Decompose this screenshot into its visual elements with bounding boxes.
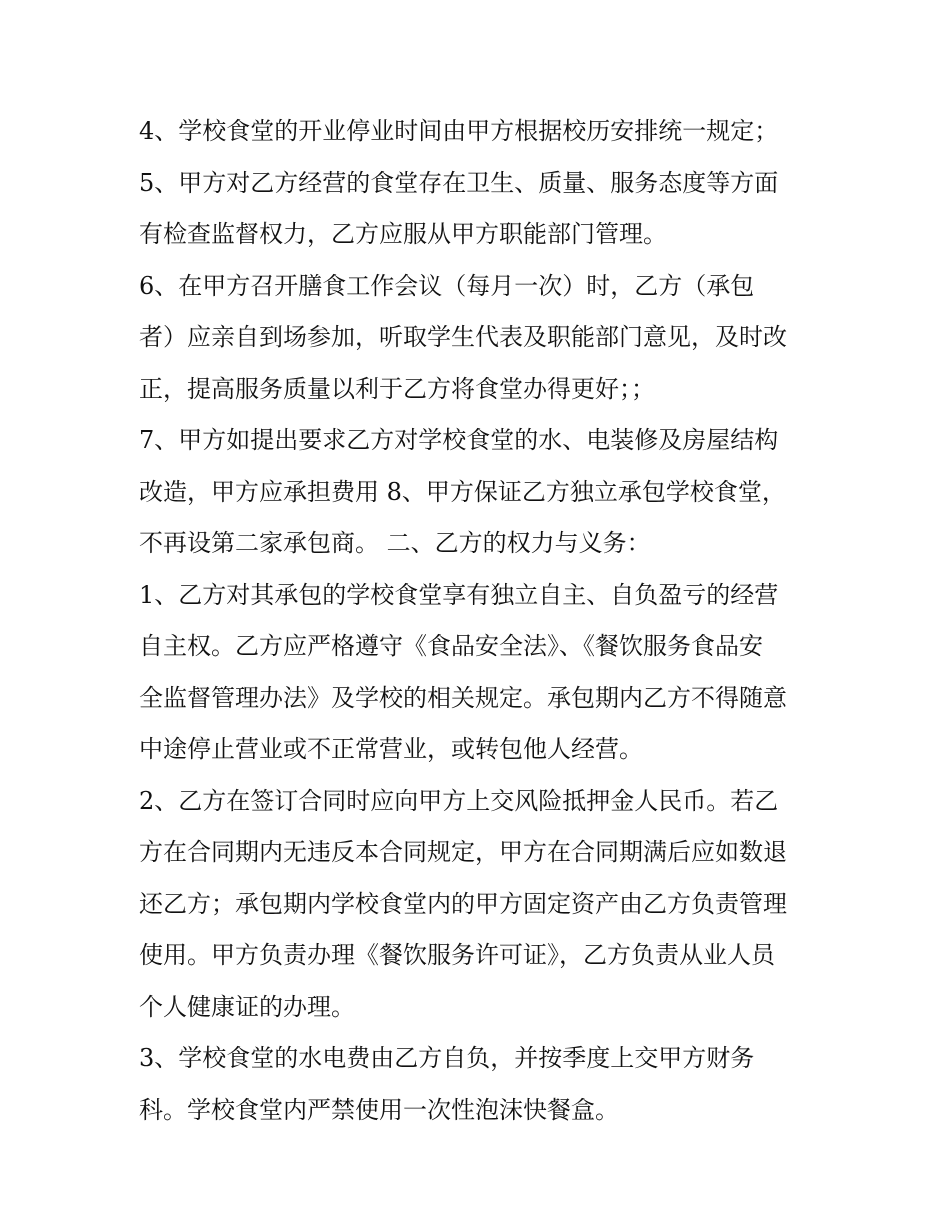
text-line: 5、甲方对乙方经营的食堂存在卫生、质量、服务态度等方面 bbox=[139, 168, 779, 197]
text-line: 科。学校食堂内严禁使用一次性泡沫快餐盒。 bbox=[139, 1095, 619, 1124]
text-line: 者）应亲自到场参加，听取学生代表及职能部门意见，及时改 bbox=[139, 323, 787, 351]
text-line: 使用。甲方负责办理《餐饮服务许可证》，乙方负责从业人员 bbox=[139, 941, 775, 969]
text-line: 有检查监督权力，乙方应服从甲方职能部门管理。 bbox=[139, 220, 667, 248]
text-line: 3、学校食堂的水电费由乙方自负，并按季度上交甲方财务 bbox=[139, 1044, 755, 1072]
text-line: 还乙方；承包期内学校食堂内的甲方固定资产由乙方负责管理 bbox=[139, 889, 787, 918]
text-line: 中途停止营业或不正常营业，或转包他人经营。 bbox=[139, 735, 643, 763]
text-line: 全监督管理办法》及学校的相关规定。承包期内乙方不得随意 bbox=[139, 683, 787, 712]
text-line: 正，提高服务质量以利于乙方将食堂办得更好；； bbox=[139, 374, 655, 403]
text-line: 2、乙方在签订合同时应向甲方上交风险抵押金人民币。若乙 bbox=[139, 786, 779, 815]
text-line: 方在合同期内无违反本合同规定，甲方在合同期满后应如数退 bbox=[139, 838, 787, 866]
text-line: 不再设第二家承包商。 二、乙方的权力与义务： bbox=[139, 529, 651, 557]
text-line: 个人健康证的办理。 bbox=[139, 992, 355, 1021]
text-line: 7、甲方如提出要求乙方对学校食堂的水、电装修及房屋结构 bbox=[139, 426, 779, 454]
text-line: 自主权。乙方应严格遵守《食品安全法》、《餐饮服务食品安 bbox=[139, 632, 763, 660]
text-line: 改造，甲方应承担费用 8、甲方保证乙方独立承包学校食堂， bbox=[139, 477, 786, 506]
text-line: 6、在甲方召开膳食工作会议（每月一次）时，乙方（承包 bbox=[139, 271, 755, 300]
text-line: 1、乙方对其承包的学校食堂享有独立自主、自负盈亏的经营 bbox=[139, 580, 779, 609]
text-line: 4、学校食堂的开业停业时间由甲方根据校历安排统一规定； bbox=[139, 117, 779, 145]
document-body bbox=[139, 106, 819, 1136]
